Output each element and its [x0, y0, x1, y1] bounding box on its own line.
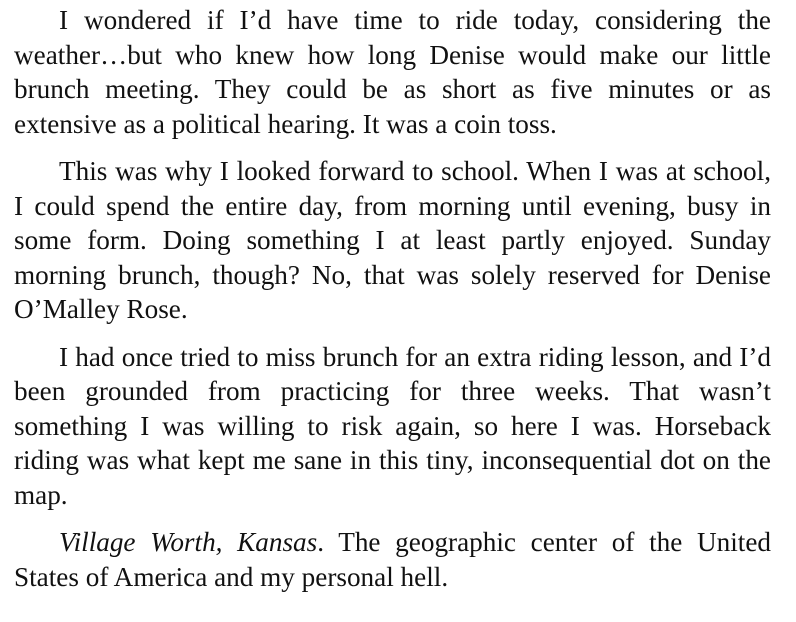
paragraph-4-text: . The geographic center of the United States of America and my personal hell.: [14, 527, 771, 592]
book-page: [14, 3, 771, 594]
paragraph-1: I wondered if I’d have time to ride today, considering the weather…but who knew how long Denise would make our little brunch meeting. They could be as short as five minutes or as extensive as a political hearing. It was a coin toss.: [14, 5, 771, 139]
place-name-italic: Village Worth, Kansas: [59, 527, 318, 557]
paragraph-3: I had once tried to miss brunch for an extra riding lesson, and I’d been grounded from practicing for three weeks. That wasn’t something I was willing to risk again, so here I was. Horseback riding was what kept me sane in this tiny, inconsequential dot on the map.: [14, 341, 771, 510]
paragraph-2: This was why I looked forward to school. When I was at school, I could spend the entire day, from morning until evening, busy in some form. Doing something I at least partly enjoyed. Sunday morning brunch, though? No, that was solely reserved for Denise O’Malley Rose.: [14, 156, 771, 324]
paragraph-4: [14, 525, 771, 594]
